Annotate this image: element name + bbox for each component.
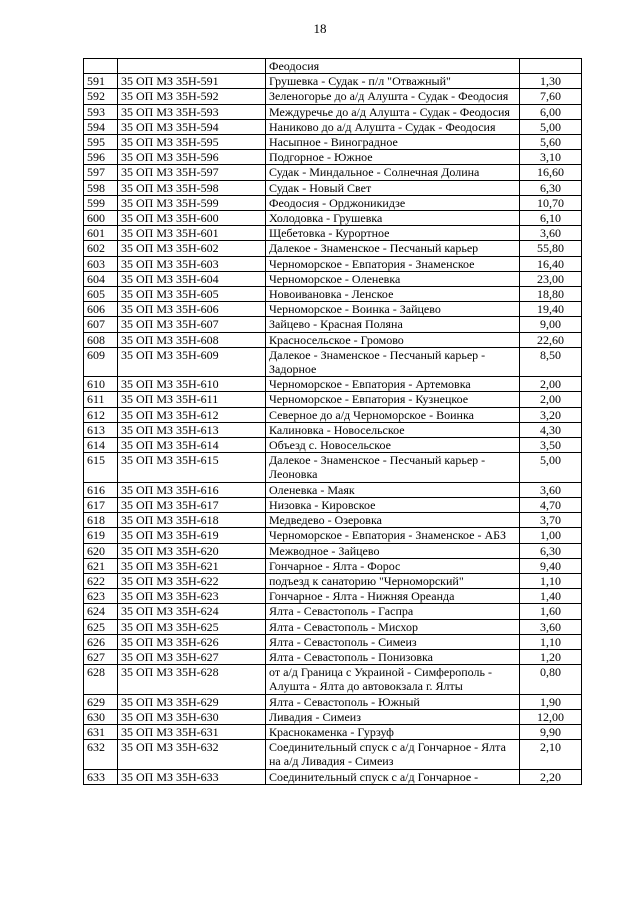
table-row	[84, 543, 582, 558]
road-length-cell: 4,70	[520, 497, 582, 512]
row-number-cell: 612	[84, 407, 118, 422]
road-length-cell: 3,60	[520, 482, 582, 497]
table-row	[84, 317, 582, 332]
road-code-cell: 35 ОП МЗ 35Н-622	[118, 573, 266, 588]
road-length-cell: 18,80	[520, 287, 582, 302]
row-number-cell: 597	[84, 165, 118, 180]
road-code-cell: 35 ОП МЗ 35Н-600	[118, 211, 266, 226]
road-code-cell: 35 ОП МЗ 35Н-625	[118, 619, 266, 634]
road-length-cell: 5,00	[520, 453, 582, 482]
road-name-cell: Черноморское - Воинка - Зайцево	[266, 302, 520, 317]
road-code-cell: 35 ОП МЗ 35Н-633	[118, 769, 266, 784]
road-length-cell: 3,70	[520, 513, 582, 528]
road-code-cell: 35 ОП МЗ 35Н-594	[118, 119, 266, 134]
table-row	[84, 740, 582, 769]
road-length-cell: 8,50	[520, 347, 582, 376]
road-length-cell	[520, 59, 582, 74]
table-row	[84, 302, 582, 317]
row-number-cell: 632	[84, 740, 118, 769]
road-length-cell: 3,50	[520, 438, 582, 453]
road-name-cell: Далекое - Знаменское - Песчаный карьер - Задорное	[266, 347, 520, 376]
row-number-cell: 622	[84, 573, 118, 588]
row-number-cell: 595	[84, 135, 118, 150]
row-number-cell: 633	[84, 769, 118, 784]
road-code-cell: 35 ОП МЗ 35Н-601	[118, 226, 266, 241]
road-code-cell: 35 ОП МЗ 35Н-632	[118, 740, 266, 769]
road-length-cell: 23,00	[520, 271, 582, 286]
road-length-cell: 1,10	[520, 573, 582, 588]
road-length-cell: 2,00	[520, 377, 582, 392]
road-name-cell: Судак - Новый Свет	[266, 180, 520, 195]
table-row	[84, 649, 582, 664]
row-number-cell: 603	[84, 256, 118, 271]
road-length-cell: 3,60	[520, 619, 582, 634]
road-code-cell: 35 ОП МЗ 35Н-624	[118, 604, 266, 619]
table-row	[84, 528, 582, 543]
road-name-cell: Ялта - Севастополь - Понизовка	[266, 649, 520, 664]
road-code-cell: 35 ОП МЗ 35Н-605	[118, 287, 266, 302]
road-code-cell: 35 ОП МЗ 35Н-620	[118, 543, 266, 558]
road-name-cell: Низовка - Кировское	[266, 497, 520, 512]
table-row	[84, 377, 582, 392]
row-number-cell: 630	[84, 709, 118, 724]
row-number-cell: 619	[84, 528, 118, 543]
row-number-cell: 605	[84, 287, 118, 302]
road-name-cell: Подгорное - Южное	[266, 150, 520, 165]
row-number-cell: 613	[84, 422, 118, 437]
road-name-cell: Черноморское - Евпатория - Артемовка	[266, 377, 520, 392]
row-number-cell: 618	[84, 513, 118, 528]
table-row	[84, 453, 582, 482]
table-row	[84, 241, 582, 256]
row-number-cell: 601	[84, 226, 118, 241]
road-name-cell: Соединительный спуск с а/д Гончарное -	[266, 769, 520, 784]
row-number-cell: 617	[84, 497, 118, 512]
road-length-cell: 5,00	[520, 119, 582, 134]
road-name-cell: Гончарное - Ялта - Форос	[266, 558, 520, 573]
road-length-cell: 1,90	[520, 694, 582, 709]
road-name-cell: Насыпное - Виноградное	[266, 135, 520, 150]
road-length-cell: 2,00	[520, 392, 582, 407]
road-name-cell: Феодосия - Орджоникидзе	[266, 195, 520, 210]
table-row	[84, 407, 582, 422]
road-code-cell: 35 ОП МЗ 35Н-628	[118, 665, 266, 694]
row-number-cell: 592	[84, 89, 118, 104]
road-code-cell: 35 ОП МЗ 35Н-617	[118, 497, 266, 512]
road-length-cell: 2,20	[520, 769, 582, 784]
row-number-cell: 599	[84, 195, 118, 210]
road-name-cell: Краснокаменка - Гурзуф	[266, 724, 520, 739]
road-name-cell: Объезд с. Новосельское	[266, 438, 520, 453]
road-code-cell: 35 ОП МЗ 35Н-631	[118, 724, 266, 739]
row-number-cell: 631	[84, 724, 118, 739]
road-name-cell: Ялта - Севастополь - Гаспра	[266, 604, 520, 619]
table-row	[84, 438, 582, 453]
road-length-cell: 3,20	[520, 407, 582, 422]
table-row	[84, 694, 582, 709]
road-length-cell: 1,00	[520, 528, 582, 543]
road-code-cell: 35 ОП МЗ 35Н-615	[118, 453, 266, 482]
road-code-cell: 35 ОП МЗ 35Н-598	[118, 180, 266, 195]
road-name-cell: Северное до а/д Черноморское - Воинка	[266, 407, 520, 422]
road-code-cell: 35 ОП МЗ 35Н-602	[118, 241, 266, 256]
road-length-cell: 6,10	[520, 211, 582, 226]
table-row	[84, 226, 582, 241]
road-length-cell: 3,10	[520, 150, 582, 165]
table-row	[84, 604, 582, 619]
row-number-cell: 594	[84, 119, 118, 134]
road-name-cell: от а/д Граница с Украиной - Симферополь - Алушта - Ялта до автовокзала г. Ялты	[266, 665, 520, 694]
table-row	[84, 271, 582, 286]
road-length-cell: 4,30	[520, 422, 582, 437]
road-name-cell: Черноморское - Евпатория - Знаменское	[266, 256, 520, 271]
table-row	[84, 119, 582, 134]
table-row	[84, 347, 582, 376]
road-name-cell: Судак - Миндальное - Солнечная Долина	[266, 165, 520, 180]
table-row	[84, 619, 582, 634]
road-name-cell: Межводное - Зайцево	[266, 543, 520, 558]
table-row	[84, 422, 582, 437]
table-row	[84, 769, 582, 784]
row-number-cell: 602	[84, 241, 118, 256]
road-code-cell: 35 ОП МЗ 35Н-614	[118, 438, 266, 453]
road-name-cell: Черноморское - Евпатория - Знаменское - АБЗ	[266, 528, 520, 543]
road-code-cell: 35 ОП МЗ 35Н-593	[118, 104, 266, 119]
road-name-cell: Феодосия	[266, 59, 520, 74]
road-code-cell: 35 ОП МЗ 35Н-616	[118, 482, 266, 497]
road-name-cell: Черноморское - Оленевка	[266, 271, 520, 286]
road-code-cell: 35 ОП МЗ 35Н-608	[118, 332, 266, 347]
table-row	[84, 497, 582, 512]
road-name-cell: Ливадия - Симеиз	[266, 709, 520, 724]
road-name-cell: Далекое - Знаменское - Песчаный карьер	[266, 241, 520, 256]
row-number-cell: 621	[84, 558, 118, 573]
table-row	[84, 482, 582, 497]
road-name-cell: Ялта - Севастополь - Мисхор	[266, 619, 520, 634]
row-number-cell: 615	[84, 453, 118, 482]
road-code-cell: 35 ОП МЗ 35Н-606	[118, 302, 266, 317]
road-length-cell: 6,30	[520, 180, 582, 195]
table-row	[84, 634, 582, 649]
road-length-cell: 1,20	[520, 649, 582, 664]
row-number-cell: 600	[84, 211, 118, 226]
road-length-cell: 16,40	[520, 256, 582, 271]
road-length-cell: 1,40	[520, 589, 582, 604]
row-number-cell: 616	[84, 482, 118, 497]
road-code-cell: 35 ОП МЗ 35Н-597	[118, 165, 266, 180]
table-row	[84, 724, 582, 739]
roads-table-body	[84, 59, 582, 785]
road-code-cell: 35 ОП МЗ 35Н-626	[118, 634, 266, 649]
road-length-cell: 55,80	[520, 241, 582, 256]
row-number-cell: 611	[84, 392, 118, 407]
road-code-cell: 35 ОП МЗ 35Н-610	[118, 377, 266, 392]
road-code-cell: 35 ОП МЗ 35Н-618	[118, 513, 266, 528]
road-length-cell: 9,00	[520, 317, 582, 332]
road-name-cell: Грушевка - Судак - п/л "Отважный"	[266, 74, 520, 89]
road-code-cell: 35 ОП МЗ 35Н-595	[118, 135, 266, 150]
road-code-cell: 35 ОП МЗ 35Н-604	[118, 271, 266, 286]
table-row	[84, 709, 582, 724]
road-name-cell: Щебетовка - Курортное	[266, 226, 520, 241]
road-name-cell: Ялта - Севастополь - Симеиз	[266, 634, 520, 649]
road-name-cell: Красносельское - Громово	[266, 332, 520, 347]
road-length-cell: 0,80	[520, 665, 582, 694]
row-number-cell: 624	[84, 604, 118, 619]
row-number-cell: 620	[84, 543, 118, 558]
road-code-cell: 35 ОП МЗ 35Н-629	[118, 694, 266, 709]
road-length-cell: 1,60	[520, 604, 582, 619]
road-name-cell: подъезд к санаторию "Черноморский"	[266, 573, 520, 588]
row-number-cell: 609	[84, 347, 118, 376]
row-number-cell: 598	[84, 180, 118, 195]
table-row	[84, 150, 582, 165]
table-row	[84, 332, 582, 347]
table-row	[84, 195, 582, 210]
row-number-cell: 596	[84, 150, 118, 165]
table-row	[84, 665, 582, 694]
road-code-cell: 35 ОП МЗ 35Н-599	[118, 195, 266, 210]
row-number-cell: 625	[84, 619, 118, 634]
table-row	[84, 589, 582, 604]
row-number-cell: 626	[84, 634, 118, 649]
row-number-cell: 627	[84, 649, 118, 664]
row-number-cell: 623	[84, 589, 118, 604]
road-name-cell: Зайцево - Красная Поляна	[266, 317, 520, 332]
road-length-cell: 22,60	[520, 332, 582, 347]
road-code-cell: 35 ОП МЗ 35Н-623	[118, 589, 266, 604]
road-code-cell: 35 ОП МЗ 35Н-619	[118, 528, 266, 543]
table-row	[84, 573, 582, 588]
road-name-cell: Наниково до а/д Алушта - Судак - Феодосия	[266, 119, 520, 134]
row-number-cell: 608	[84, 332, 118, 347]
row-number-cell: 606	[84, 302, 118, 317]
road-length-cell: 3,60	[520, 226, 582, 241]
row-number-cell: 591	[84, 74, 118, 89]
road-name-cell: Междуречье до а/д Алушта - Судак - Феодосия	[266, 104, 520, 119]
road-code-cell: 35 ОП МЗ 35Н-612	[118, 407, 266, 422]
road-length-cell: 6,30	[520, 543, 582, 558]
table-row	[84, 392, 582, 407]
road-name-cell: Оленевка - Маяк	[266, 482, 520, 497]
table-row	[84, 104, 582, 119]
road-length-cell: 19,40	[520, 302, 582, 317]
road-code-cell: 35 ОП МЗ 35Н-630	[118, 709, 266, 724]
road-length-cell: 12,00	[520, 709, 582, 724]
road-length-cell: 5,60	[520, 135, 582, 150]
row-number-cell: 628	[84, 665, 118, 694]
table-row	[84, 165, 582, 180]
row-number-cell: 607	[84, 317, 118, 332]
road-name-cell: Ялта - Севастополь - Южный	[266, 694, 520, 709]
road-name-cell: Калиновка - Новосельское	[266, 422, 520, 437]
road-code-cell: 35 ОП МЗ 35Н-592	[118, 89, 266, 104]
table-row	[84, 513, 582, 528]
row-number-cell: 629	[84, 694, 118, 709]
table-row	[84, 135, 582, 150]
road-name-cell: Холодовка - Грушевка	[266, 211, 520, 226]
table-row	[84, 211, 582, 226]
page-number: 18	[313, 21, 327, 36]
table-row	[84, 180, 582, 195]
table-row	[84, 287, 582, 302]
row-number-cell: 614	[84, 438, 118, 453]
road-code-cell: 35 ОП МЗ 35Н-603	[118, 256, 266, 271]
road-code-cell: 35 ОП МЗ 35Н-621	[118, 558, 266, 573]
road-name-cell: Черноморское - Евпатория - Кузнецкое	[266, 392, 520, 407]
road-code-cell: 35 ОП МЗ 35Н-613	[118, 422, 266, 437]
row-number-cell: 604	[84, 271, 118, 286]
road-name-cell: Далекое - Знаменское - Песчаный карьер - Леоновка	[266, 453, 520, 482]
road-code-cell: 35 ОП МЗ 35Н-607	[118, 317, 266, 332]
table-row	[84, 89, 582, 104]
road-length-cell: 16,60	[520, 165, 582, 180]
road-name-cell: Новоивановка - Ленское	[266, 287, 520, 302]
road-name-cell: Медведево - Озеровка	[266, 513, 520, 528]
road-length-cell: 9,90	[520, 724, 582, 739]
road-length-cell: 2,10	[520, 740, 582, 769]
road-code-cell: 35 ОП МЗ 35Н-627	[118, 649, 266, 664]
road-name-cell: Гончарное - Ялта - Нижняя Ореанда	[266, 589, 520, 604]
road-code-cell: 35 ОП МЗ 35Н-591	[118, 74, 266, 89]
table-row	[84, 74, 582, 89]
road-name-cell: Соединительный спуск с а/д Гончарное - Ялта на а/д Ливадия - Симеиз	[266, 740, 520, 769]
row-number-cell: 593	[84, 104, 118, 119]
road-length-cell: 1,10	[520, 634, 582, 649]
roads-table	[83, 58, 582, 785]
road-length-cell: 1,30	[520, 74, 582, 89]
road-length-cell: 6,00	[520, 104, 582, 119]
road-length-cell: 9,40	[520, 558, 582, 573]
road-name-cell: Зеленогорье до а/д Алушта - Судак - Феодосия	[266, 89, 520, 104]
table-row	[84, 558, 582, 573]
road-length-cell: 7,60	[520, 89, 582, 104]
road-code-cell	[118, 59, 266, 74]
road-code-cell: 35 ОП МЗ 35Н-611	[118, 392, 266, 407]
row-number-cell: 610	[84, 377, 118, 392]
road-code-cell: 35 ОП МЗ 35Н-609	[118, 347, 266, 376]
row-number-cell	[84, 59, 118, 74]
table-row	[84, 59, 582, 74]
road-code-cell: 35 ОП МЗ 35Н-596	[118, 150, 266, 165]
road-length-cell: 10,70	[520, 195, 582, 210]
table-row	[84, 256, 582, 271]
